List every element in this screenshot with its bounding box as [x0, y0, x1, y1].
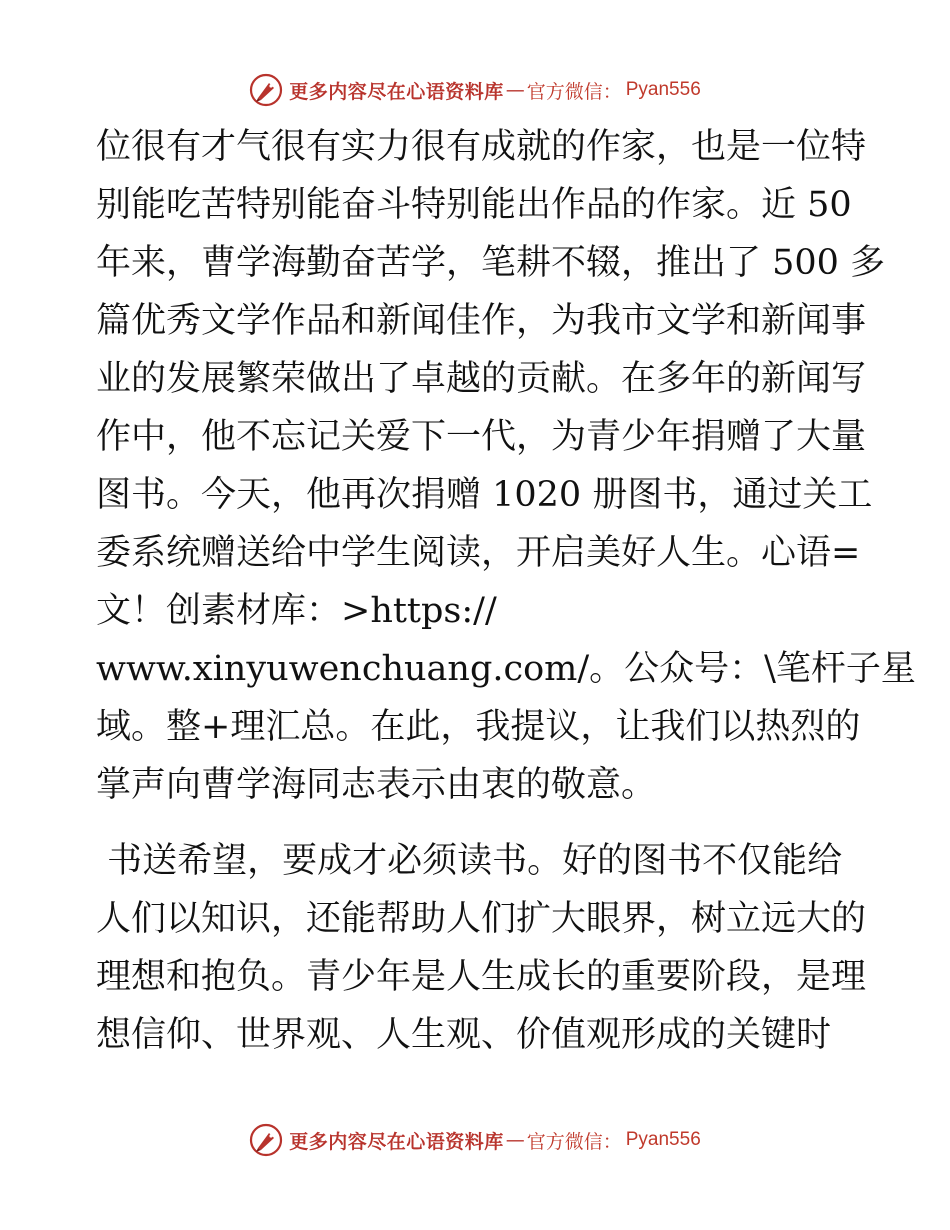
- text-line: 人们以知识，还能帮助人们扩大眼界，树立远大的: [96, 899, 867, 939]
- text-line: 掌声向曹学海同志表示由衷的敬意。: [96, 765, 657, 805]
- text-line: 理想和抱负。青少年是人生成长的重要阶段，是理: [96, 957, 867, 997]
- banner-wechat-label: 官方微信：: [526, 1130, 622, 1153]
- banner-account: Pyan556: [625, 79, 701, 100]
- pen-nib-logo-icon: [249, 1123, 283, 1157]
- paragraph-2: [96, 832, 866, 1064]
- banner-brand-text: 更多内容尽在心语资料库: [289, 1130, 504, 1153]
- banner-account: Pyan556: [625, 1129, 701, 1150]
- document-body: [96, 118, 916, 1064]
- text-line: 图书。今天，他再次捐赠 1020 册图书，通过关工: [96, 475, 873, 515]
- text-line: 位很有才气很有实力很有成就的作家，也是一位特: [96, 127, 867, 167]
- text-line: 委系统赠送给中学生阅读，开启美好人生。心语=: [96, 533, 861, 573]
- pen-nib-logo-icon: [249, 73, 283, 107]
- text-line: 别能吃苦特别能奋斗特别能出作品的作家。近 50: [96, 185, 852, 225]
- text-line: 域。整+理汇总。在此，我提议，让我们以热烈的: [96, 707, 861, 747]
- text-line: 篇优秀文学作品和新闻佳作，为我市文学和新闻事: [96, 301, 867, 341]
- banner-separator: —: [505, 79, 525, 101]
- text-line: 想信仰、世界观、人生观、价值观形成的关键时: [96, 1015, 832, 1055]
- banner-separator: —: [505, 1129, 525, 1151]
- banner-brand-text: 更多内容尽在心语资料库: [289, 80, 504, 103]
- paragraph-1: [96, 118, 916, 814]
- paragraph-gap: [96, 814, 866, 832]
- text-line: 作中，他不忘记关爱下一代，为青少年捐赠了大量: [96, 417, 867, 457]
- banner-wechat-label: 官方微信：: [526, 80, 622, 103]
- text-line: www.xinyuwenchuang.com/。公众号：\笔杆子星: [96, 649, 916, 689]
- text-line: 年来，曹学海勤奋苦学，笔耕不辍，推出了 500 多: [96, 243, 886, 283]
- header-banner: [0, 70, 950, 110]
- footer-banner: [0, 1120, 950, 1160]
- text-line: 书送希望，要成才必须读书。好的图书不仅能给: [96, 841, 843, 881]
- text-line: 文！创素材库：>https://: [96, 591, 497, 631]
- text-line: 业的发展繁荣做出了卓越的贡献。在多年的新闻写: [96, 359, 867, 399]
